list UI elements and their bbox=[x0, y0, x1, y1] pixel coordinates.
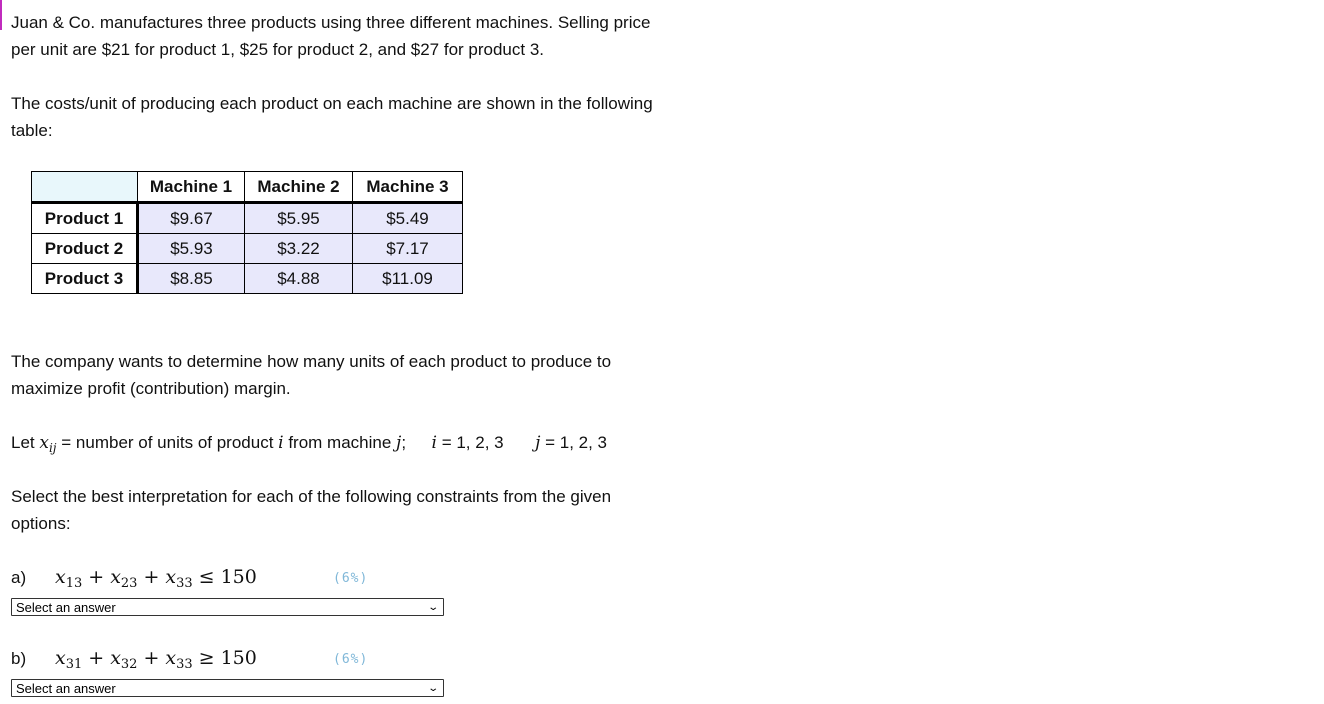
machine-index-var: j bbox=[396, 433, 402, 453]
table-row bbox=[32, 264, 463, 294]
term-subscript: 31 bbox=[65, 656, 83, 672]
table-cell: $5.49 bbox=[353, 203, 463, 234]
definition-semicolon: ; bbox=[401, 433, 407, 452]
chevron-down-icon: ⌄ bbox=[426, 682, 439, 694]
machine-text: from machine bbox=[288, 433, 392, 452]
instruction-paragraph bbox=[11, 483, 711, 537]
table-cell: $5.95 bbox=[245, 203, 353, 234]
table-cell: $8.85 bbox=[138, 264, 245, 294]
header-machine-1: Machine 1 bbox=[138, 172, 245, 203]
header-machine-2: Machine 2 bbox=[245, 172, 353, 203]
term-subscript: 13 bbox=[65, 575, 83, 591]
objective-paragraph bbox=[11, 348, 711, 402]
variable-definition bbox=[11, 429, 811, 462]
question-letter: b) bbox=[11, 649, 27, 668]
constraint-expression: $x_{31} + x_{32} + x_{33} \ge 150$ bbox=[55, 646, 257, 672]
table-row bbox=[32, 203, 463, 234]
question-b bbox=[11, 647, 368, 671]
term-subscript: 33 bbox=[176, 656, 193, 672]
header-machine-3: Machine 3 bbox=[353, 172, 463, 203]
table-cell: $3.22 bbox=[245, 234, 353, 264]
j-range: = 1, 2, 3 bbox=[545, 433, 608, 452]
table-header-row bbox=[32, 172, 463, 203]
select-value: Select an answer bbox=[16, 599, 116, 615]
definition-text: = number of units of product bbox=[61, 433, 274, 452]
variable-symbol bbox=[39, 433, 56, 453]
table-cell: $4.88 bbox=[245, 264, 353, 294]
row-label-product-2: Product 2 bbox=[32, 234, 138, 264]
table-cell: $9.67 bbox=[138, 203, 245, 234]
chevron-down-icon: ⌄ bbox=[426, 601, 439, 613]
term-subscript: 32 bbox=[120, 656, 138, 672]
table-cell: $11.09 bbox=[353, 264, 463, 294]
table-row bbox=[32, 234, 463, 264]
i-index-var: i bbox=[431, 433, 437, 453]
variable-subscript: ij bbox=[48, 441, 57, 455]
row-label-product-1: Product 1 bbox=[32, 203, 138, 234]
answer-select-a[interactable] bbox=[11, 598, 444, 616]
question-letter: a) bbox=[11, 568, 27, 587]
instruction-line-2: options: bbox=[11, 514, 71, 533]
question-a bbox=[11, 566, 368, 590]
table-corner-cell bbox=[32, 172, 138, 203]
constraint-expression: $x_{13} + x_{23} + x_{33} \le 150$ bbox=[55, 565, 257, 591]
instruction-line-1: Select the best interpretation for each of the following constraints from the given bbox=[11, 487, 612, 506]
objective-line-1: The company wants to determine how many units of each product to produce to bbox=[11, 352, 612, 371]
select-value: Select an answer bbox=[16, 680, 116, 696]
table-intro-line-2: table: bbox=[11, 121, 53, 140]
definition-prefix: Let bbox=[11, 433, 35, 452]
objective-line-2: maximize profit (contribution) margin. bbox=[11, 379, 291, 398]
intro-line-1: Juan & Co. manufactures three products using three different machines. Selling price bbox=[11, 13, 651, 32]
intro-line-2: per unit are $21 for product 1, $25 for product 2, and $27 for product 3. bbox=[11, 40, 545, 59]
relation-symbol: ≥ bbox=[198, 646, 215, 669]
j-index-var: j bbox=[535, 433, 541, 453]
constraint-rhs: 150 bbox=[220, 646, 257, 669]
cost-table bbox=[31, 171, 463, 294]
constraint-rhs: 150 bbox=[220, 565, 257, 588]
product-index-var: i bbox=[278, 433, 284, 453]
row-label-product-3: Product 3 bbox=[32, 264, 138, 294]
intro-paragraph bbox=[11, 9, 711, 63]
i-range: = 1, 2, 3 bbox=[441, 433, 504, 452]
answer-select-b[interactable] bbox=[11, 679, 444, 697]
table-cell: $7.17 bbox=[353, 234, 463, 264]
relation-symbol: ≤ bbox=[198, 565, 215, 588]
question-weight: (6%) bbox=[333, 651, 369, 667]
term-subscript: 33 bbox=[176, 575, 193, 591]
variable-letter: x bbox=[39, 433, 49, 453]
table-cell: $5.93 bbox=[138, 234, 245, 264]
question-weight: (6%) bbox=[333, 570, 369, 586]
focus-marker bbox=[0, 0, 2, 30]
table-intro-line-1: The costs/unit of producing each product on each machine are shown in the following bbox=[11, 94, 653, 113]
term-subscript: 23 bbox=[120, 575, 138, 591]
table-intro-paragraph bbox=[11, 90, 711, 144]
